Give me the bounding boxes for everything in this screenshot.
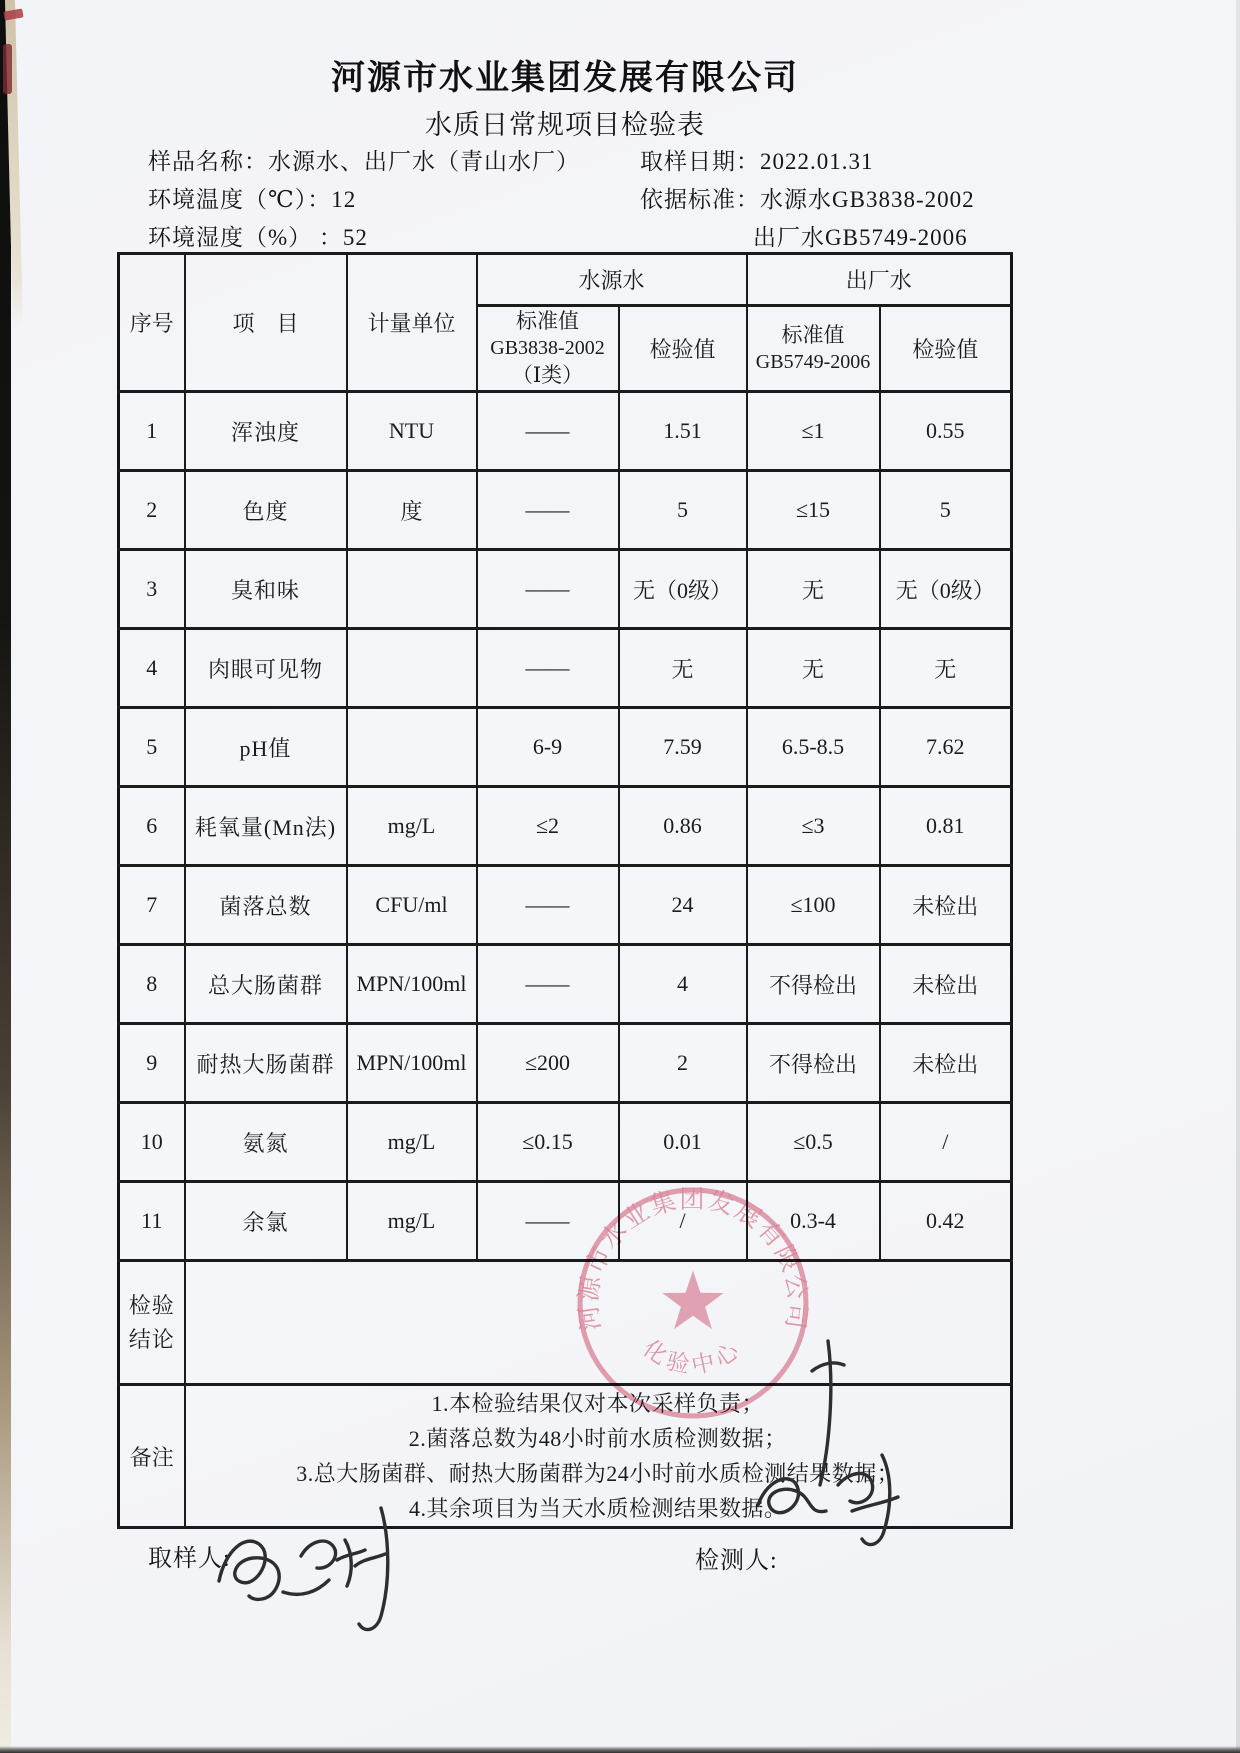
company-title: 河源市水业集团发展有限公司 — [331, 60, 799, 97]
cell-tap-standard: ≤15 — [747, 471, 880, 550]
cell-source-standard: —— — [477, 866, 619, 945]
header-seq: 序号 — [119, 254, 185, 392]
table-row — [119, 945, 1012, 1024]
red-mark — [3, 8, 23, 20]
cell-tap-value: 未检出 — [880, 1024, 1012, 1103]
cell-source-value: 7.59 — [619, 708, 747, 787]
cell-tap-value: 5 — [880, 471, 1012, 550]
cell-tap-value: 0.42 — [880, 1182, 1012, 1261]
cell-unit: NTU — [347, 392, 477, 471]
source-standard-line3: （Ⅰ类） — [511, 363, 584, 387]
cell-unit: MPN/100ml — [347, 1024, 477, 1103]
cell-source-value: 0.86 — [619, 787, 747, 866]
cell-tap-standard: ≤1 — [747, 392, 880, 471]
cell-tap-value: 未检出 — [880, 866, 1012, 945]
header-source-group: 水源水 — [477, 254, 747, 306]
table-row — [119, 629, 1012, 708]
env-temp-value: 12 — [331, 187, 357, 212]
header-tap-check: 检验值 — [880, 306, 1012, 392]
cell-item: 总大肠菌群 — [185, 945, 347, 1024]
header-tap-standard — [747, 306, 880, 392]
tester-label: 检测人: — [695, 1548, 778, 1574]
table-body — [119, 392, 1012, 1261]
cell-seq: 10 — [119, 1103, 185, 1182]
cell-item: 菌落总数 — [185, 866, 347, 945]
header-source-standard — [477, 306, 619, 392]
cell-tap-standard: 无 — [747, 550, 880, 629]
sample-date-value: 2022.01.31 — [760, 149, 874, 174]
cell-seq: 7 — [119, 866, 185, 945]
conclusion-label: 检验结论 — [128, 1292, 175, 1352]
cell-source-standard: ≤0.15 — [477, 1103, 619, 1182]
cell-item: pH值 — [185, 708, 347, 787]
env-temp-line — [148, 181, 356, 214]
cell-seq: 4 — [119, 629, 185, 708]
stamp-star-icon — [662, 1271, 723, 1329]
company-seal-stamp — [572, 1182, 814, 1424]
sampler-label: 取样人: — [148, 1546, 231, 1572]
cell-item: 臭和味 — [185, 550, 347, 629]
cell-seq: 1 — [119, 392, 185, 471]
cell-source-standard: ≤200 — [477, 1024, 619, 1103]
cell-item: 浑浊度 — [185, 392, 347, 471]
cell-source-value: 5 — [619, 471, 747, 550]
cell-seq: 2 — [119, 471, 185, 550]
cell-item: 耐热大肠菌群 — [185, 1024, 347, 1103]
scan-edge-right — [1236, 0, 1240, 1753]
cell-unit: MPN/100ml — [347, 945, 477, 1024]
env-temp-label: 环境温度（℃）： — [148, 187, 332, 212]
cell-source-value: 2 — [619, 1024, 747, 1103]
standard-label: 依据标准： — [640, 187, 760, 212]
cell-unit: mg/L — [347, 787, 477, 866]
cell-source-standard: —— — [477, 550, 619, 629]
cell-source-value: 24 — [619, 866, 747, 945]
cell-tap-value: 无 — [880, 629, 1012, 708]
sample-name-line — [148, 143, 580, 176]
sample-name-label: 样品名称： — [148, 149, 268, 174]
source-standard-line1: 标准值 — [516, 309, 579, 333]
cell-source-standard: —— — [477, 471, 619, 550]
cell-seq: 3 — [119, 550, 185, 629]
cell-source-value: 4 — [619, 945, 747, 1024]
scan-edge-bottom — [0, 1746, 1240, 1753]
note-line: 2.菌落总数为48小时前水质检测数据； — [408, 1426, 787, 1451]
table-row — [119, 1024, 1012, 1103]
table-row — [119, 550, 1012, 629]
cell-item: 氨氮 — [185, 1103, 347, 1182]
cell-source-value: 1.51 — [619, 392, 747, 471]
cell-source-standard: 6-9 — [477, 708, 619, 787]
cell-unit: 度 — [347, 471, 477, 550]
table-row — [119, 392, 1012, 471]
cell-tap-standard: 不得检出 — [747, 1024, 880, 1103]
cell-seq: 11 — [119, 1182, 185, 1261]
standard-tap-water: 出厂水GB5749-2006 — [753, 225, 968, 250]
cell-tap-value: 无（0级） — [880, 550, 1012, 629]
table-row — [119, 471, 1012, 550]
cell-item: 色度 — [185, 471, 347, 550]
stamp-bottom-text: 化验中心 — [637, 1335, 749, 1380]
cell-item: 余氯 — [185, 1182, 347, 1261]
tap-standard-line1: 标准值 — [781, 322, 845, 347]
notes-label-cell: 备注 — [119, 1385, 185, 1528]
sample-date-line — [640, 143, 874, 176]
table-row — [119, 708, 1012, 787]
cell-tap-standard: 0.3-4 — [747, 1182, 880, 1261]
cell-unit — [347, 708, 477, 787]
cell-source-value: 无 — [619, 629, 747, 708]
cell-source-value: 无（0级） — [619, 550, 747, 629]
sample-name-value: 水源水、出厂水（青山水厂） — [268, 149, 580, 174]
env-humidity-line — [148, 219, 368, 252]
table-row — [119, 1103, 1012, 1182]
header-source-check: 检验值 — [619, 306, 747, 392]
source-standard-line2: GB3838-2002 — [490, 337, 605, 359]
cell-unit: CFU/ml — [347, 866, 477, 945]
cell-tap-value: 未检出 — [880, 945, 1012, 1024]
sample-date-label: 取样日期： — [640, 149, 760, 174]
cell-unit — [347, 550, 477, 629]
table-row — [119, 787, 1012, 866]
cell-tap-value: 0.55 — [880, 392, 1012, 471]
cell-tap-standard: ≤3 — [747, 787, 880, 866]
cell-tap-standard: 6.5-8.5 — [747, 708, 880, 787]
cell-seq: 5 — [119, 708, 185, 787]
conclusion-label-cell — [119, 1261, 185, 1385]
cell-source-standard: —— — [477, 945, 619, 1024]
cell-tap-standard: 无 — [747, 629, 880, 708]
sampler-signature — [205, 1496, 445, 1646]
cell-unit: mg/L — [347, 1103, 477, 1182]
cell-tap-standard: ≤100 — [747, 866, 880, 945]
note-line: 3.总大肠菌群、耐热大肠菌群为24小时前水质检测结果数据； — [296, 1461, 900, 1486]
cell-item: 耗氧量(Mn法) — [185, 787, 347, 866]
cell-tap-standard: ≤0.5 — [747, 1103, 880, 1182]
stamp-ring-text: 河源市水业集团发展有限公司 — [575, 1186, 811, 1333]
svg-text:化验中心 — [638, 1335, 748, 1379]
cell-seq: 6 — [119, 787, 185, 866]
cell-source-value: 0.01 — [619, 1103, 747, 1182]
cell-seq: 8 — [119, 945, 185, 1024]
cell-tap-value: 7.62 — [880, 708, 1012, 787]
cell-source-value: / — [619, 1182, 747, 1261]
cell-unit: mg/L — [347, 1182, 477, 1261]
cell-tap-standard: 不得检出 — [747, 945, 880, 1024]
cell-unit — [347, 629, 477, 708]
note-line: 4.其余项目为当天水质检测结果数据。 — [409, 1496, 787, 1521]
table-row — [119, 866, 1012, 945]
cell-source-standard: —— — [477, 629, 619, 708]
tap-standard-line2: GB5749-2006 — [755, 350, 871, 373]
cell-tap-value: 0.81 — [880, 787, 1012, 866]
header-unit: 计量单位 — [347, 254, 477, 392]
header-tap-group: 出厂水 — [747, 254, 1012, 306]
cell-item: 肉眼可见物 — [185, 629, 347, 708]
env-humidity-value: 52 — [342, 225, 368, 250]
note-line: 1.本检验结果仅对本次采样负责； — [431, 1391, 765, 1416]
standard-line — [640, 181, 975, 214]
table-row — [119, 1182, 1012, 1261]
standard-source-water: 水源水GB3838-2002 — [760, 187, 975, 212]
cell-source-standard: —— — [477, 392, 619, 471]
header-item: 项 目 — [185, 254, 347, 392]
cell-source-standard: ≤2 — [477, 787, 619, 866]
cell-tap-value: / — [880, 1103, 1012, 1182]
cell-seq: 9 — [119, 1024, 185, 1103]
cell-source-standard: —— — [477, 1182, 619, 1261]
form-title: 水质日常规项目检验表 — [425, 110, 705, 140]
env-humidity-label: 环境湿度（%） ： — [148, 225, 343, 250]
scan-edge-left — [0, 0, 11, 1753]
